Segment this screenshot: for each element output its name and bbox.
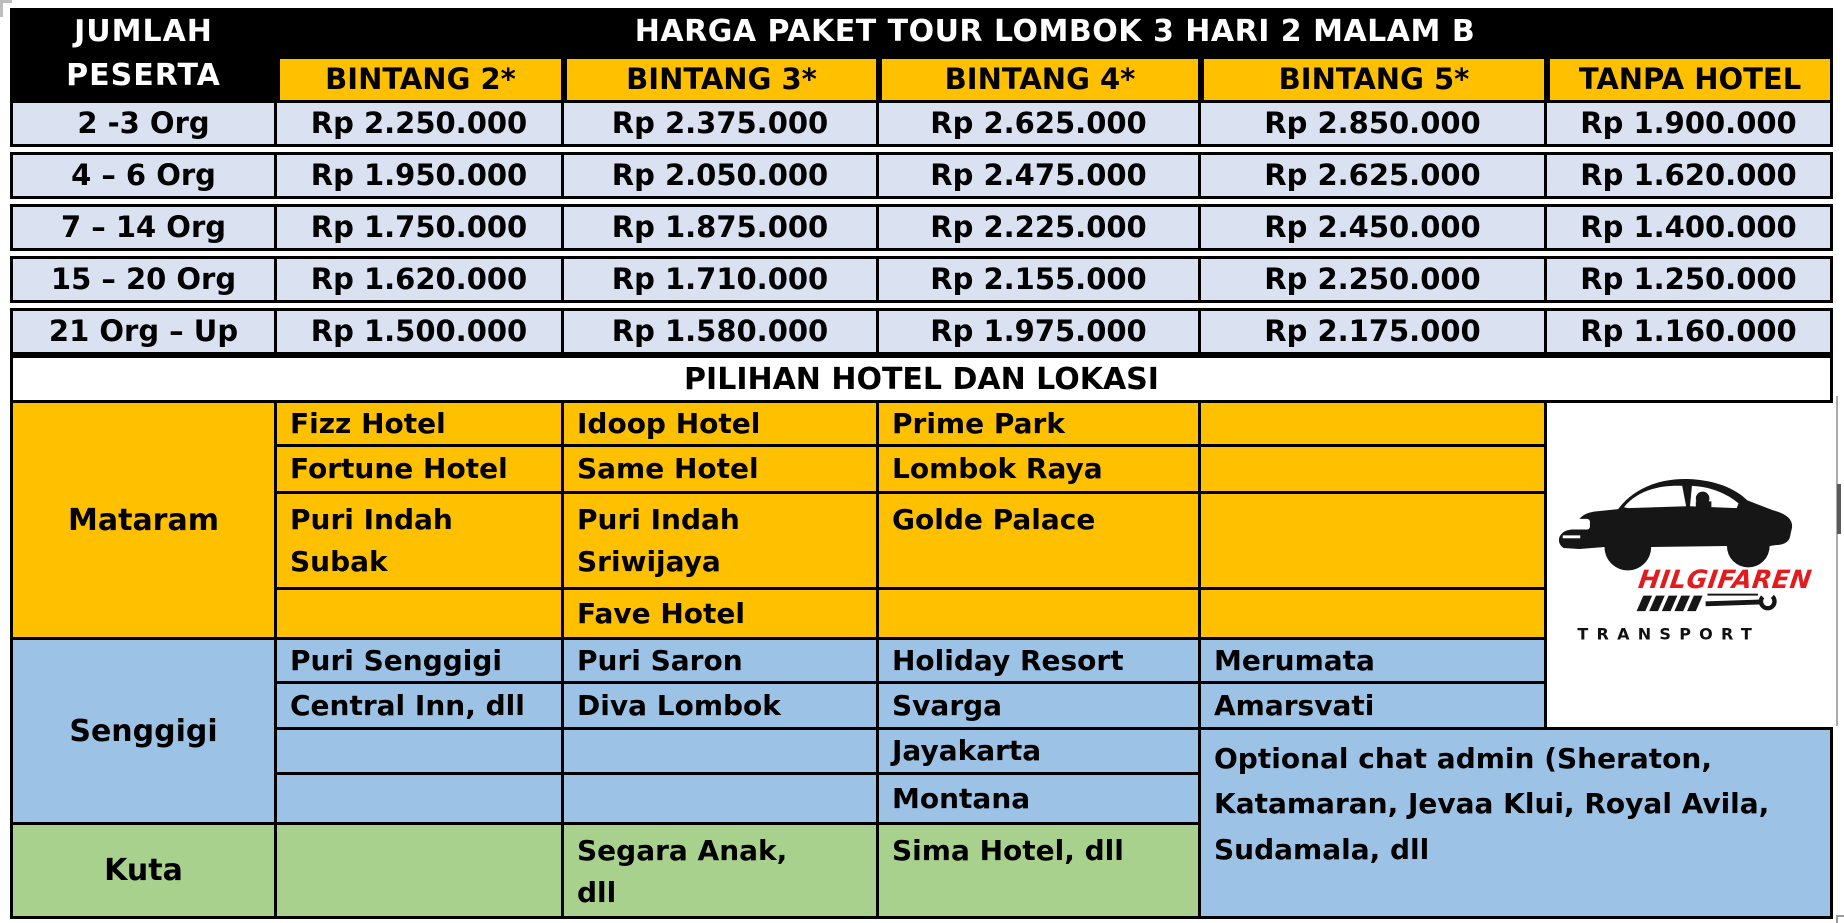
price-cell: Rp 1.710.000 bbox=[564, 256, 879, 303]
row-label: 15 – 20 Org bbox=[10, 256, 277, 303]
brand-subtitle: TRANSPORT bbox=[1577, 624, 1761, 644]
logo-cell bbox=[1547, 403, 1833, 730]
car-headlight bbox=[1567, 519, 1590, 530]
brand-wordmark: HILGIFAREN bbox=[1636, 563, 1814, 594]
hotel-cell: Fizz Hotel bbox=[277, 403, 564, 447]
hotel-cell-empty bbox=[564, 730, 879, 775]
hotel-cell: Segara Anak, dll bbox=[564, 825, 879, 919]
row-label: 7 – 14 Org bbox=[10, 204, 277, 251]
price-cell: Rp 1.160.000 bbox=[1547, 308, 1833, 355]
hotel-cell: Fortune Hotel bbox=[277, 447, 564, 494]
corner-header-line1: JUMLAH bbox=[74, 14, 213, 49]
price-cell: Rp 1.500.000 bbox=[277, 308, 564, 355]
hotel-cell-empty bbox=[277, 730, 564, 775]
hotel-cell: Central Inn, dll bbox=[277, 684, 564, 730]
hotel-cell-empty bbox=[1201, 403, 1547, 447]
hotel-cell: Fave Hotel bbox=[564, 590, 879, 640]
hotel-cell: Puri Saron bbox=[564, 640, 879, 684]
hotel-cell: Same Hotel bbox=[564, 447, 879, 494]
hotel-cell: Lombok Raya bbox=[879, 447, 1201, 494]
row-label: 4 – 6 Org bbox=[10, 152, 277, 199]
corner-header-line2: PESERTA bbox=[66, 58, 221, 93]
hilgifaren-transport-logo bbox=[1554, 450, 1826, 680]
hotel-cell: Montana bbox=[879, 775, 1201, 825]
hotel-cell-empty bbox=[1201, 590, 1547, 640]
price-cell: Rp 2.050.000 bbox=[564, 152, 879, 199]
price-cell: Rp 1.250.000 bbox=[1547, 256, 1833, 303]
price-cell: Rp 2.850.000 bbox=[1201, 100, 1547, 147]
gridline-artifact-bottom-right bbox=[1836, 915, 1844, 923]
hotel-cell: Idoop Hotel bbox=[564, 403, 879, 447]
price-cell: Rp 1.875.000 bbox=[564, 204, 879, 251]
price-cell: Rp 1.400.000 bbox=[1547, 204, 1833, 251]
hotel-cell-empty bbox=[564, 775, 879, 825]
hotel-cell: Holiday Resort bbox=[879, 640, 1201, 684]
price-cell: Rp 2.250.000 bbox=[277, 100, 564, 147]
column-header-bintang4: BINTANG 4* bbox=[882, 59, 1198, 100]
price-cell: Rp 2.250.000 bbox=[1201, 256, 1547, 303]
column-header-bintang2: BINTANG 2* bbox=[280, 59, 561, 100]
price-cell: Rp 1.620.000 bbox=[1547, 152, 1833, 199]
column-header-tanpa-hotel: TANPA HOTEL bbox=[1550, 59, 1830, 100]
price-cell: Rp 2.375.000 bbox=[564, 100, 879, 147]
price-cell: Rp 2.450.000 bbox=[1201, 204, 1547, 251]
price-cell: Rp 2.475.000 bbox=[879, 152, 1201, 199]
price-table bbox=[10, 8, 1833, 919]
price-cell: Rp 1.580.000 bbox=[564, 308, 879, 355]
table-title: HARGA PAKET TOUR LOMBOK 3 HARI 2 MALAM B bbox=[634, 14, 1476, 49]
hotel-cell: Puri Senggigi bbox=[277, 640, 564, 684]
price-cell: Rp 1.900.000 bbox=[1547, 100, 1833, 147]
corner-header bbox=[10, 8, 277, 100]
section-label-kuta: Kuta bbox=[10, 825, 277, 919]
hotel-cell-empty bbox=[277, 825, 564, 919]
price-cell: Rp 2.225.000 bbox=[879, 204, 1201, 251]
hotel-cell: Jayakarta bbox=[879, 730, 1201, 775]
price-cell: Rp 2.625.000 bbox=[1201, 152, 1547, 199]
hotel-cell: Amarsvati bbox=[1201, 684, 1547, 730]
hotel-cell: Golde Palace bbox=[879, 494, 1201, 590]
hotel-cell-empty bbox=[1201, 494, 1547, 590]
hotel-cell-empty bbox=[277, 590, 564, 640]
price-cell: Rp 2.155.000 bbox=[879, 256, 1201, 303]
column-header-bintang5: BINTANG 5* bbox=[1204, 59, 1544, 100]
column-header-bintang3: BINTANG 3* bbox=[567, 59, 876, 100]
price-cell: Rp 1.975.000 bbox=[879, 308, 1201, 355]
hotel-cell: Merumata bbox=[1201, 640, 1547, 684]
hotel-cell: Prime Park bbox=[879, 403, 1201, 447]
price-cell: Rp 2.625.000 bbox=[879, 100, 1201, 147]
row-label: 2 -3 Org bbox=[10, 100, 277, 147]
section-header: PILIHAN HOTEL DAN LOKASI bbox=[10, 355, 1833, 403]
section-label-mataram: Mataram bbox=[10, 403, 277, 640]
hotel-cell-empty bbox=[879, 590, 1201, 640]
optional-note-cell: Optional chat admin (Sheraton, Katamaran, Jevaa Klui, Royal Avila, Sudamala, dll bbox=[1201, 730, 1833, 919]
price-cell: Rp 1.620.000 bbox=[277, 256, 564, 303]
fill-handle-artifact bbox=[1837, 484, 1841, 534]
row-label: 21 Org – Up bbox=[10, 308, 277, 355]
price-cell: Rp 1.750.000 bbox=[277, 204, 564, 251]
gridline-artifact-right bbox=[1836, 396, 1838, 726]
hotel-cell-empty bbox=[1201, 447, 1547, 494]
price-cell: Rp 1.950.000 bbox=[277, 152, 564, 199]
hotel-cell: Puri Indah Sriwijaya bbox=[564, 494, 879, 590]
hotel-cell-empty bbox=[277, 775, 564, 825]
hotel-cell: Sima Hotel, dll bbox=[879, 825, 1201, 919]
hotel-cell: Puri Indah Subak bbox=[277, 494, 564, 590]
section-label-senggigi: Senggigi bbox=[10, 640, 277, 825]
hotel-cell: Svarga bbox=[879, 684, 1201, 730]
wrench-icon bbox=[1706, 594, 1775, 609]
speed-hatch-marks bbox=[1637, 596, 1703, 612]
hotel-cell: Diva Lombok bbox=[564, 684, 879, 730]
price-cell: Rp 2.175.000 bbox=[1201, 308, 1547, 355]
